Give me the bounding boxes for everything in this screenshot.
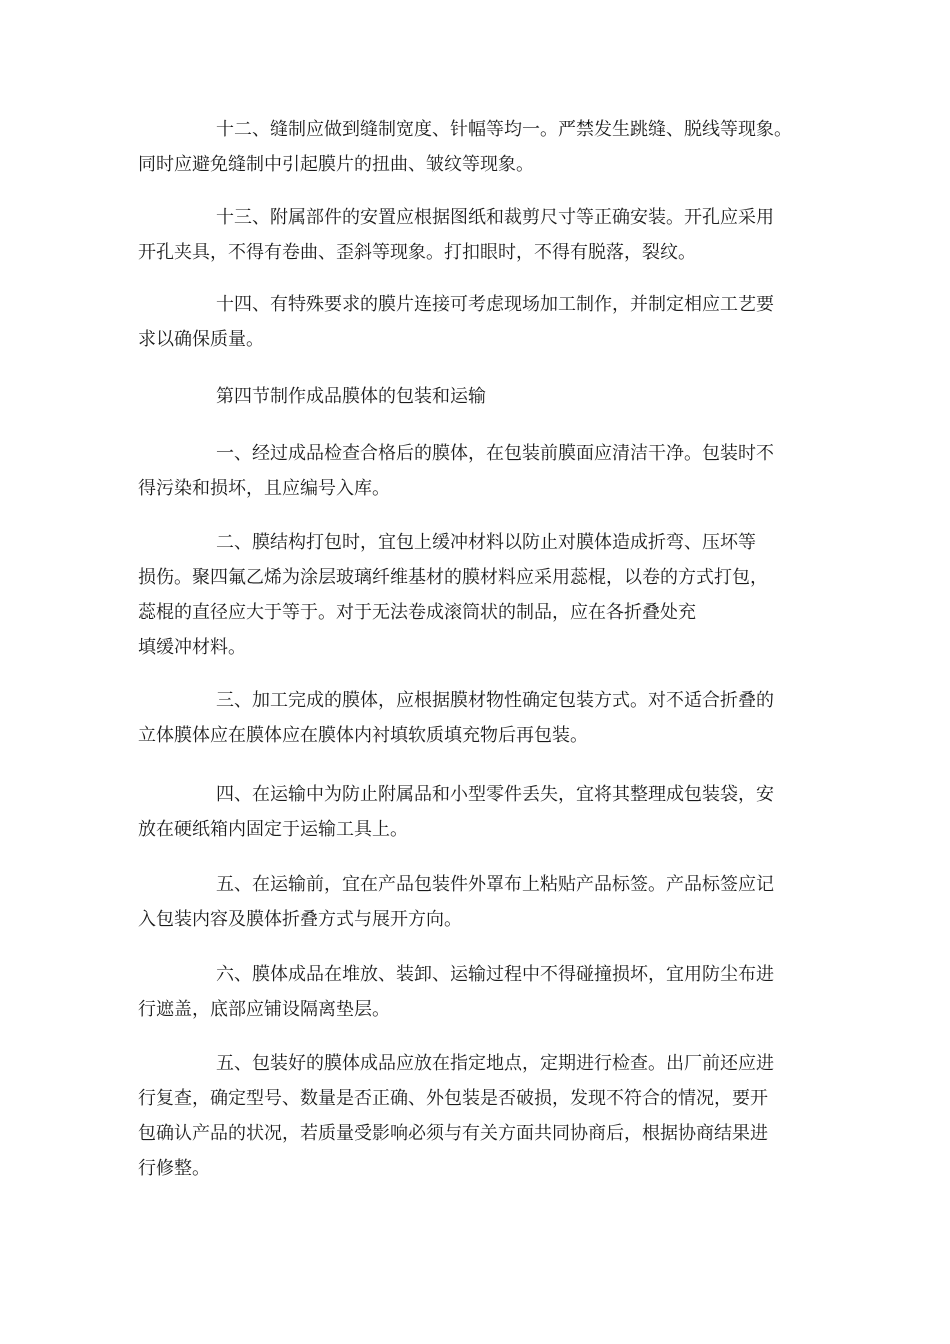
section-heading	[138, 379, 818, 414]
paragraph-item-14	[138, 287, 818, 357]
text-line: 一、经过成品检查合格后的膜体，在包装前膜面应清洁干净。包装时不	[216, 443, 774, 464]
text-line: 填缓冲材料。	[138, 637, 246, 658]
paragraph-item-5	[138, 867, 818, 937]
paragraph-item-6	[138, 957, 818, 1027]
text-line: 行修整。	[138, 1158, 210, 1179]
text-line: 损伤。聚四氟乙烯为涂层玻璃纤维基材的膜材料应采用蕊棍，以卷的方式打包，	[138, 567, 768, 588]
text-line: 五、在运输前，宜在产品包装件外罩布上粘贴产品标签。产品标签应记	[216, 874, 774, 895]
text-line: 十三、附属部件的安置应根据图纸和裁剪尺寸等正确安装。开孔应采用	[216, 207, 774, 228]
text-line: 三、加工完成的膜体，应根据膜材物性确定包装方式。对不适合折叠的	[216, 690, 774, 711]
text-line: 开孔夹具，不得有卷曲、歪斜等现象。打扣眼时，不得有脱落，裂纹。	[138, 242, 696, 263]
paragraph-item-1	[138, 436, 818, 506]
paragraph-item-2	[138, 525, 818, 665]
section-title: 第四节制作成品膜体的包装和运输	[216, 386, 486, 407]
text-line: 放在硬纸箱内固定于运输工具上。	[138, 819, 408, 840]
paragraph-item-12	[138, 112, 818, 182]
text-line: 四、在运输中为防止附属品和小型零件丢失，宜将其整理成包装袋，安	[216, 784, 774, 805]
text-line: 求以确保质量。	[138, 329, 264, 350]
paragraph-item-4	[138, 777, 818, 847]
text-line: 五、包装好的膜体成品应放在指定地点，定期进行检查。出厂前还应进	[216, 1053, 774, 1074]
text-line: 同时应避免缝制中引起膜片的扭曲、皱纹等现象。	[138, 154, 534, 175]
text-line: 蕊棍的直径应大于等于。对于无法卷成滚筒状的制品，应在各折叠处充	[138, 602, 696, 623]
paragraph-item-7	[138, 1046, 818, 1186]
text-line: 入包装内容及膜体折叠方式与展开方向。	[138, 909, 462, 930]
text-line: 包确认产品的状况，若质量受影响必须与有关方面共同协商后，根据协商结果进	[138, 1123, 768, 1144]
text-line: 行遮盖，底部应铺设隔离垫层。	[138, 999, 390, 1020]
text-line: 二、膜结构打包时，宜包上缓冲材料以防止对膜体造成折弯、压坏等	[216, 532, 756, 553]
text-line: 六、膜体成品在堆放、装卸、运输过程中不得碰撞损坏，宜用防尘布进	[216, 964, 774, 985]
text-line: 立体膜体应在膜体应在膜体内衬填软质填充物后再包装。	[138, 725, 588, 746]
text-line: 得污染和损坏，且应编号入库。	[138, 478, 390, 499]
text-line: 行复查，确定型号、数量是否正确、外包装是否破损，发现不符合的情况，要开	[138, 1088, 768, 1109]
paragraph-item-3	[138, 683, 818, 753]
text-line: 十二、缝制应做到缝制宽度、针幅等均一。严禁发生跳缝、脱线等现象。	[216, 119, 792, 140]
text-line: 十四、有特殊要求的膜片连接可考虑现场加工制作，并制定相应工艺要	[216, 294, 774, 315]
paragraph-item-13	[138, 200, 818, 270]
